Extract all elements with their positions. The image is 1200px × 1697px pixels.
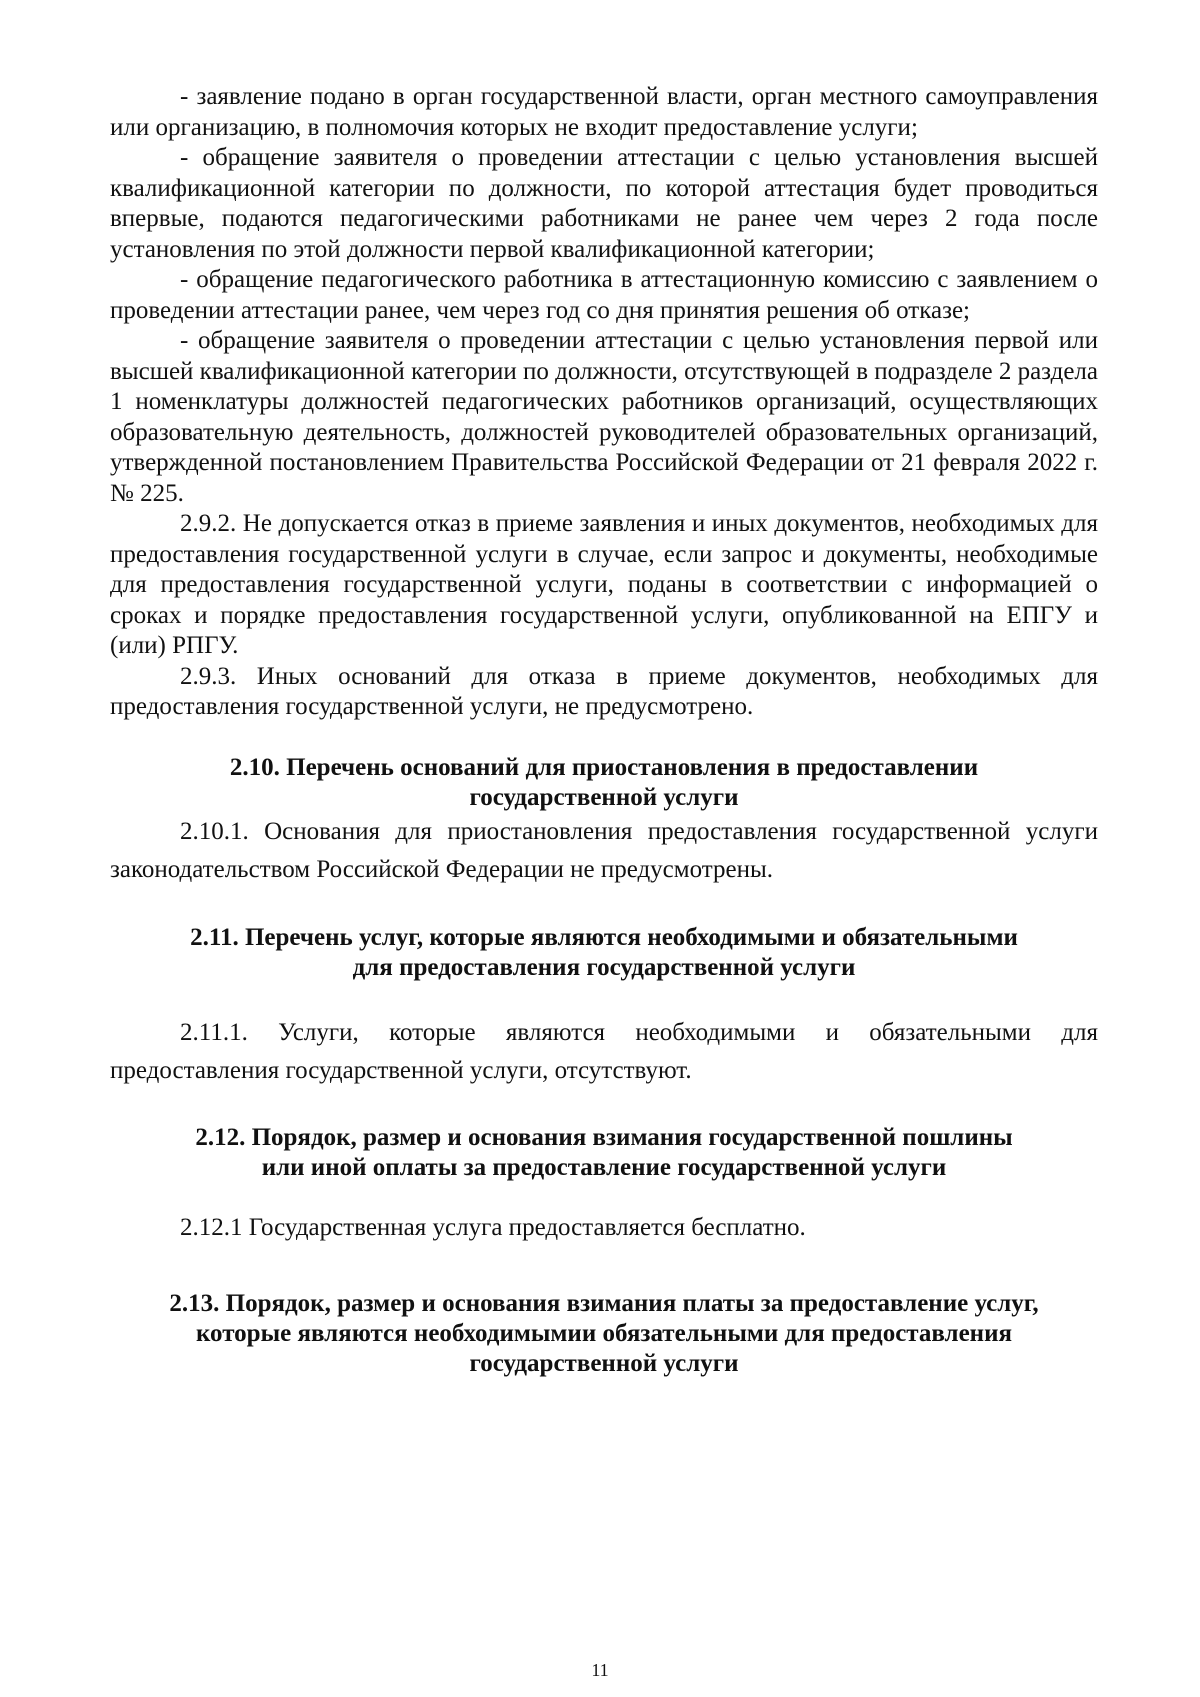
spacer xyxy=(110,1183,1098,1213)
list-item-wrong-authority: - заявление подано в орган государственной власти, орган местного самоуправления или организацию, в полномочия которых не входит предоставление услуги; xyxy=(110,83,1098,141)
section-2-11-heading-line2: для предоставления государственной услуги xyxy=(352,953,856,981)
section-2-13-heading-line2: которые являются необходимымии обязательными для предоставления xyxy=(195,1320,1012,1347)
section-2-10-heading-line1: 2.10. Перечень оснований для приостановления в предоставлении xyxy=(229,753,979,781)
section-2-12-heading-line1: 2.12. Порядок, размер и основания взимания государственной пошлины xyxy=(195,1123,1013,1151)
section-2-10 xyxy=(110,753,1098,889)
spacer xyxy=(110,723,1098,753)
spacer xyxy=(110,1090,1098,1123)
list-item-highest-category: - обращение заявителя о проведении аттестации с целью установления высшей квалификационной категории по должности, по которой аттестация будет проводиться впервые, подаются педагогическими работниками не ранее чем через 2 года после установления по этой должности первой квалификационной категории; xyxy=(110,144,1098,263)
section-2-13 xyxy=(110,1289,1098,1379)
section-2-11-heading-line1: 2.11. Перечень услуг, которые являются необходимыми и обязательными xyxy=(190,923,1018,951)
page-content xyxy=(110,82,1098,1379)
paragraph-2-11-1: 2.11.1. Услуги, которые являются необходимыми и обязательными для предоставления государственной услуги, отсутствуют. xyxy=(110,1018,1098,1084)
list-item-early-reapplication: - обращение педагогического работника в аттестационную комиссию с заявлением о проведении аттестации ранее, чем через год со дня принятия решения об отказе; xyxy=(110,266,1098,324)
list-item-missing-position: - обращение заявителя о проведении аттестации с целью установления первой или высшей квалификационной категории по должности, отсутствующей в подразделе 2 раздела 1 номенклатуры должностей педагогических работников организаций, осуществляющих образовательную деятельность, должностей руководителей образовательных организаций, утвержденной постановлением Правительства Российской Федерации от 21 февраля 2022 г. № 225. xyxy=(110,327,1098,507)
page-number: 11 xyxy=(591,1660,609,1680)
paragraph-2-10-1: 2.10.1. Основания для приостановления предоставления государственной услуги законодательством Российской Федерации не предусмотрены. xyxy=(110,817,1098,883)
section-2-11 xyxy=(110,923,1098,1090)
spacer xyxy=(110,983,1098,1014)
paragraph-2-12-1: 2.12.1 Государственная услуга предоставляется бесплатно. xyxy=(180,1213,806,1241)
section-2-12-heading-line2: или иной оплаты за предоставление государственной услуги xyxy=(261,1153,947,1181)
spacer xyxy=(110,889,1098,923)
section-2-12 xyxy=(110,1123,1098,1244)
paragraph-2-9-2: 2.9.2. Не допускается отказ в приеме заявления и иных документов, необходимых для предоставления государственной услуги в случае, если запрос и документы, необходимые для предоставления государственной услуги, поданы в соответствии с информацией о сроках и порядке предоставления государственной услуги, опубликованной на ЕПГУ и (или) РПГУ. xyxy=(110,510,1098,659)
section-2-10-heading-line2: государственной услуги xyxy=(469,783,739,811)
spacer xyxy=(110,1243,1098,1289)
section-2-13-heading-line1: 2.13. Порядок, размер и основания взимания платы за предоставление услуг, xyxy=(169,1290,1039,1317)
paragraph-2-9-3: 2.9.3. Иных оснований для отказа в приеме документов, необходимых для предоставления государственной услуги, не предусмотрено. xyxy=(110,662,1098,720)
section-2-13-heading-line3: государственной услуги xyxy=(469,1350,739,1377)
